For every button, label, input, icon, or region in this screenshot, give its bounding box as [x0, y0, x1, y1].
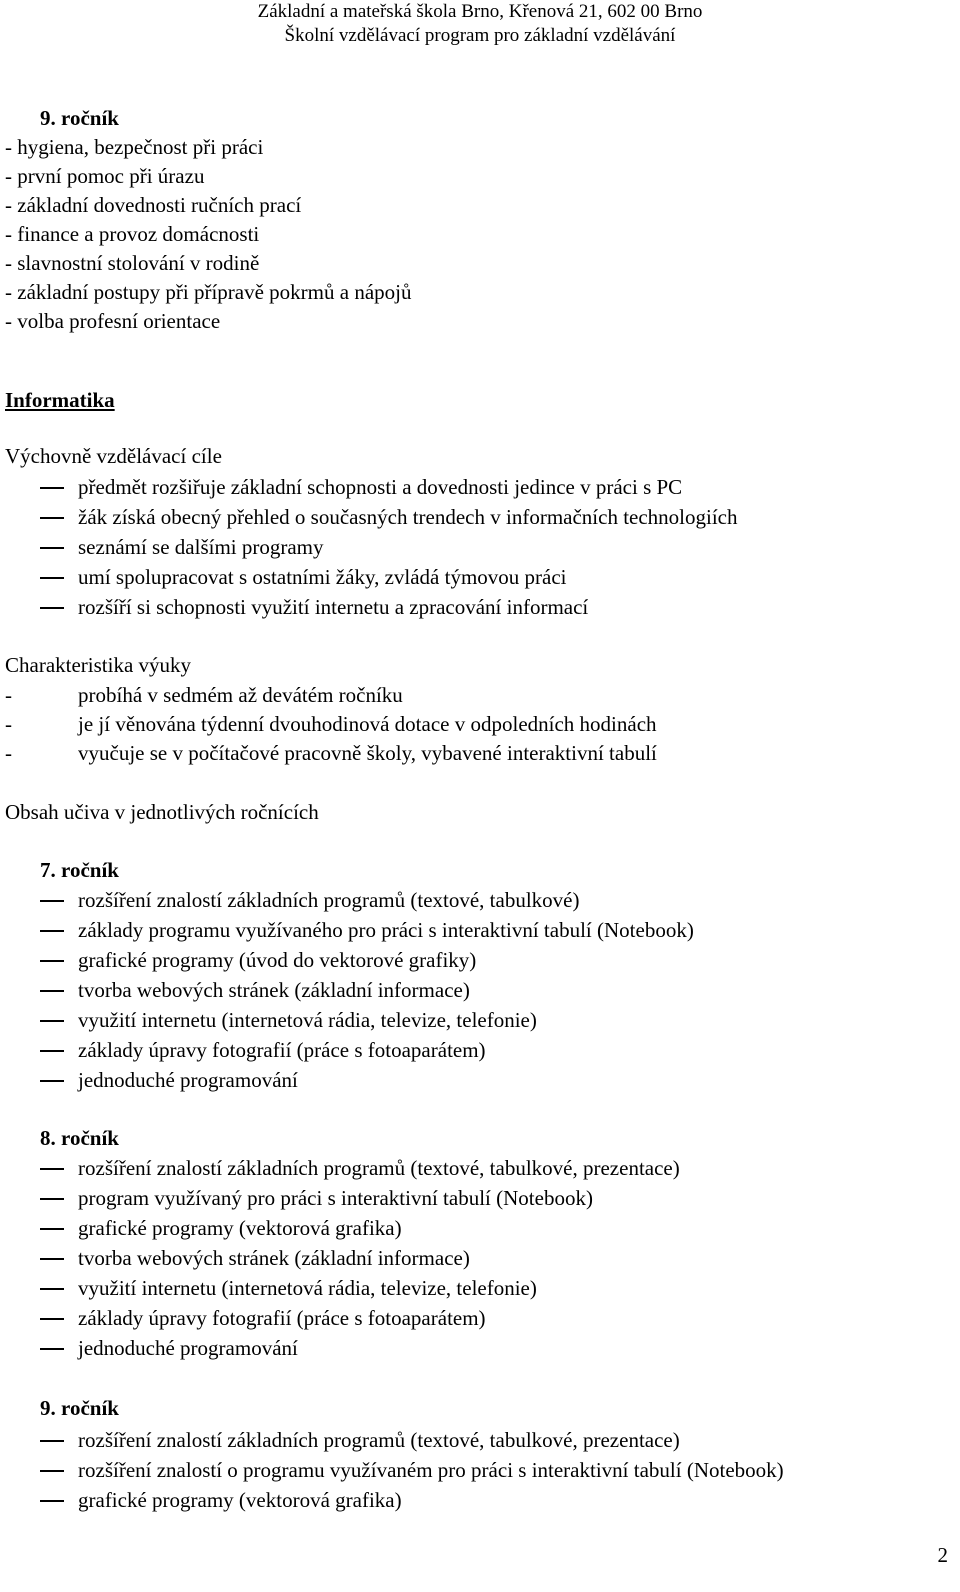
dash-bullet-icon	[40, 1035, 64, 1065]
characteristics-item: - probíhá v sedmém až devátém ročníku	[5, 683, 403, 707]
grade8-heading: 8. ročník	[40, 1126, 119, 1150]
dash-bullet-icon	[40, 945, 64, 975]
dash-bullet-icon	[40, 1333, 64, 1363]
list-item: - finance a provoz domácnosti	[5, 222, 260, 246]
dash-bullet-icon	[40, 1005, 64, 1035]
dash-bullet-icon	[40, 1065, 64, 1095]
goal-item: rozšíří si schopnosti využití internetu a zpracování informací	[0, 592, 960, 622]
grade9-heading: 9. ročník	[40, 1396, 119, 1420]
dash-bullet-icon	[40, 885, 64, 915]
list-item: - základní postupy při přípravě pokrmů a nápojů	[5, 280, 412, 304]
content-item: grafické programy (úvod do vektorové grafiky)	[0, 945, 960, 975]
dash-bullet-icon	[40, 472, 64, 502]
content-item: rozšíření znalostí základních programů (textové, tabulkové)	[0, 885, 960, 915]
content-item: využití internetu (internetová rádia, televize, telefonie)	[0, 1005, 960, 1035]
goal-item: předmět rozšiřuje základní schopnosti a dovednosti jedince v práci s PC	[0, 472, 960, 502]
content-heading: Obsah učiva v jednotlivých ročnících	[5, 800, 319, 824]
list-item: - hygiena, bezpečnost při práci	[5, 135, 264, 159]
dash-bullet-icon	[40, 562, 64, 592]
dash-bullet-icon	[40, 975, 64, 1005]
content-item: využití internetu (internetová rádia, televize, telefonie)	[0, 1273, 960, 1303]
dash-bullet-icon	[40, 1213, 64, 1243]
content-item: rozšíření znalostí o programu využívaném pro práci s interaktivní tabulí (Notebook)	[0, 1455, 960, 1485]
page-header	[0, 0, 960, 48]
grade9-top-heading: 9. ročník	[40, 106, 119, 130]
content-item: základy úpravy fotografií (práce s fotoaparátem)	[0, 1035, 960, 1065]
dash-bullet-icon	[40, 592, 64, 622]
content-item: tvorba webových stránek (základní informace)	[0, 1243, 960, 1273]
content-item: základy úpravy fotografií (práce s fotoaparátem)	[0, 1303, 960, 1333]
dash-bullet-icon	[40, 1273, 64, 1303]
content-item: jednoduché programování	[0, 1065, 960, 1095]
goals-heading: Výchovně vzdělávací cíle	[5, 444, 222, 468]
dash-bullet-icon	[40, 1485, 64, 1515]
content-item: program využívaný pro práci s interaktivní tabulí (Notebook)	[0, 1183, 960, 1213]
content-item: rozšíření znalostí základních programů (textové, tabulkové, prezentace)	[0, 1153, 960, 1183]
dash-bullet-icon	[40, 915, 64, 945]
subject-title: Informatika	[5, 388, 115, 412]
dash-bullet-icon	[40, 532, 64, 562]
header-school-name: Základní a mateřská škola Brno, Křenová 21, 602 00 Brno	[257, 1, 703, 22]
dash-bullet-icon	[40, 1183, 64, 1213]
dash-bullet-icon	[40, 1243, 64, 1273]
characteristics-item: - vyučuje se v počítačové pracovně školy, vybavené interaktivní tabulí	[5, 741, 657, 765]
grade7-heading: 7. ročník	[40, 858, 119, 882]
list-item: - volba profesní orientace	[5, 309, 221, 333]
characteristics-heading: Charakteristika výuky	[5, 653, 192, 677]
characteristics-item: - je jí věnována týdenní dvouhodinová dotace v odpoledních hodinách	[5, 712, 657, 736]
content-item: grafické programy (vektorová grafika)	[0, 1213, 960, 1243]
dash-bullet-icon	[40, 1153, 64, 1183]
page-number: 2	[937, 1543, 948, 1567]
goal-item: žák získá obecný přehled o současných trendech v informačních technologiích	[0, 502, 960, 532]
content-item: jednoduché programování	[0, 1333, 960, 1363]
dash-bullet-icon	[40, 1455, 64, 1485]
content-item: rozšíření znalostí základních programů (textové, tabulkové, prezentace)	[0, 1425, 960, 1455]
content-item: tvorba webových stránek (základní informace)	[0, 975, 960, 1005]
header-program-name: Školní vzdělávací program pro základní vzdělávání	[284, 25, 676, 46]
goal-item: umí spolupracovat s ostatními žáky, zvládá týmovou práci	[0, 562, 960, 592]
dash-bullet-icon	[40, 1303, 64, 1333]
dash-bullet-icon	[40, 502, 64, 532]
content-item: grafické programy (vektorová grafika)	[0, 1485, 960, 1515]
list-item: - první pomoc při úrazu	[5, 164, 205, 188]
dash-bullet-icon	[40, 1425, 64, 1455]
list-item: - slavnostní stolování v rodině	[5, 251, 260, 275]
content-item: základy programu využívaného pro práci s interaktivní tabulí (Notebook)	[0, 915, 960, 945]
goal-item: seznámí se dalšími programy	[0, 532, 960, 562]
list-item: - základní dovednosti ručních prací	[5, 193, 302, 217]
